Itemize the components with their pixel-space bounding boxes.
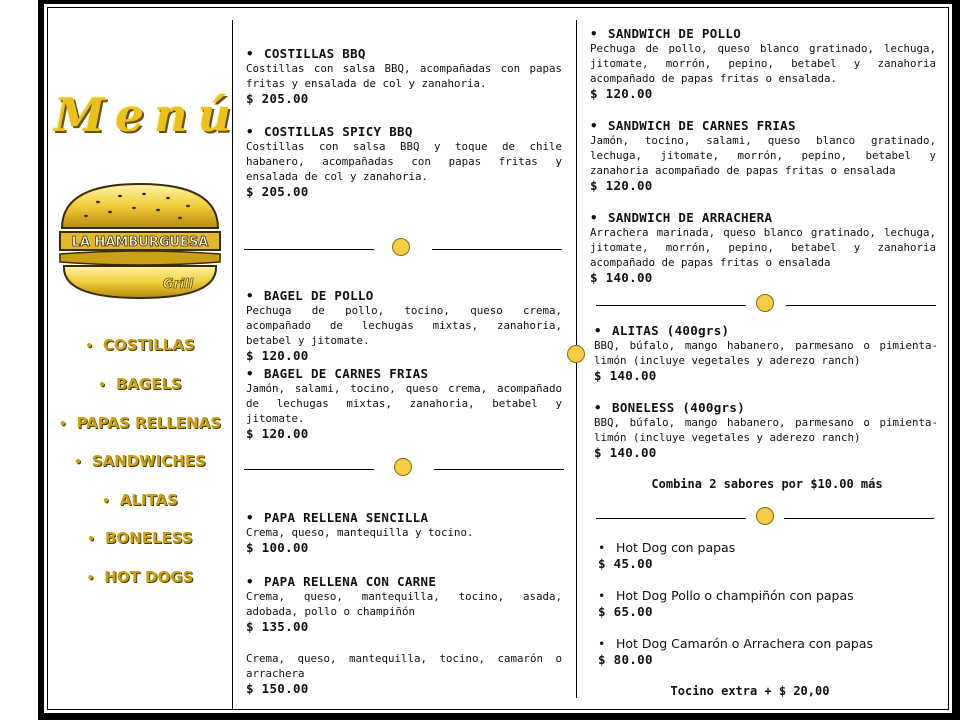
item-price: $ 150.00	[246, 681, 309, 696]
item-description: Jamón, salami, tocino, queso crema, acompañado de lechugas mixtas, zanahoria, betabel y jitomate.	[246, 382, 562, 425]
item-name: PAPA RELLENA SENCILLA	[264, 510, 429, 525]
item-name: COSTILLAS SPICY BBQ	[264, 124, 413, 139]
item-price: $ 80.00	[598, 652, 653, 667]
coin-icon	[392, 238, 410, 256]
item-price: $ 100.00	[246, 540, 309, 555]
item-price: $ 205.00	[246, 91, 309, 106]
nav-item-boneless[interactable]: • BONELESS	[87, 529, 193, 547]
item-name: ALITAS (400grs)	[612, 323, 730, 338]
menu-item-papa-camaron	[246, 651, 562, 696]
menu-title: Menú	[54, 88, 242, 142]
item-name: BAGEL DE CARNES FRIAS	[264, 366, 429, 381]
item-description: BBQ, búfalo, mango habanero, parmesano o pimienta-limón (incluye vegetales y aderezo ranch)	[594, 339, 938, 367]
item-price: $ 135.00	[246, 619, 309, 634]
item-description: Arrachera marinada, queso blanco gratinado, lechuga, jitomate, morrón, pepino, betabel y zanahoria acompañado de papas fritas o ensalada	[590, 226, 936, 269]
item-name: BONELESS (400grs)	[612, 400, 746, 415]
menu-item-papa-carne: • PAPA RELLENA CON CARNE Crema, queso, mantequilla, tocino, asada, adobada, pollo o champiñón $ 135.00	[246, 574, 562, 634]
menu-item-bagel-pollo: • BAGEL DE POLLO Pechuga de pollo, tocino, queso crema, acompañado de lechugas mixtas, zanahoria, betabel y jitomate. $ 120.00	[246, 288, 562, 363]
item-price: $ 120.00	[590, 86, 653, 101]
item-price: $ 140.00	[594, 445, 657, 460]
item-description: Costillas con salsa BBQ, acompañadas con papas fritas y ensalada de col y zanahoria.	[246, 62, 562, 90]
section-separator	[244, 238, 562, 262]
item-name: Hot Dog Camarón o Arrachera con papas	[616, 636, 874, 651]
section-separator	[596, 507, 936, 531]
item-name: COSTILLAS BBQ	[264, 46, 366, 61]
menu-item-sandwich-arrachera: • SANDWICH DE ARRACHERA Arrachera marinada, queso blanco gratinado, lechuga, jitomate, morrón, pepino, betabel y zanahoria acompañado de papas fritas o ensalada $ 140.00	[590, 210, 936, 285]
item-description: Pechuga de pollo, tocino, queso crema, acompañado de lechugas mixtas, zanahoria, betabel y jitomate.	[246, 304, 562, 347]
item-description: Pechuga de pollo, queso blanco gratinado, lechuga, jitomate, morrón, pepino, betabel y zanahoria acompañado de papas fritas o ensalada.	[590, 42, 936, 85]
menu-item-sandwich-carnes: • SANDWICH DE CARNES FRIAS Jamón, tocino, salami, queso blanco gratinado, lechuga, jitomate, morrón, pepino, betabel y zanahoria acompañado de papas fritas o ensalada $ 120.00	[590, 118, 936, 193]
menu-item-hotdog-pollo: • Hot Dog Pollo o champiñón con papas $ 65.00	[598, 588, 938, 619]
item-name: SANDWICH DE ARRACHERA	[608, 210, 773, 225]
item-name: SANDWICH DE CARNES FRIAS	[608, 118, 796, 133]
item-description: Costillas con salsa BBQ y toque de chile habanero, acompañadas con papas fritas y ensalada de col y zanahoria.	[246, 140, 562, 183]
item-price: $ 205.00	[246, 184, 309, 199]
nav-item-bagels[interactable]: • BAGELS	[98, 375, 182, 393]
menu-item-costillas-spicy: • COSTILLAS SPICY BBQ Costillas con salsa BBQ y toque de chile habanero, acompañadas con papas fritas y ensalada de col y zanahoria. $ 205.00	[246, 124, 562, 199]
coin-icon	[567, 345, 585, 363]
item-price: $ 120.00	[246, 348, 309, 363]
hamburger-logo	[58, 182, 222, 300]
menu-item-boneless: • BONELESS (400grs) BBQ, búfalo, mango habanero, parmesano o pimienta-limón (incluye vegetales y aderezo ranch) $ 140.00	[594, 400, 938, 460]
item-description: Crema, queso, mantequilla, tocino, asada, adobada, pollo o champiñón	[246, 590, 562, 618]
nav-item-sandwiches[interactable]: • SANDWICHES	[74, 452, 206, 470]
menu-item-hotdog-camaron: • Hot Dog Camarón o Arrachera con papas $ 80.00	[598, 636, 938, 667]
logo-name: LA HAMBURGUESA	[71, 235, 209, 250]
menu-item-bagel-carnes: • BAGEL DE CARNES FRIAS Jamón, salami, tocino, queso crema, acompañado de lechugas mixtas, zanahoria, betabel y jitomate. $ 120.00	[246, 366, 562, 441]
logo-sub: Grill	[162, 277, 194, 292]
item-name: PAPA RELLENA CON CARNE	[264, 574, 437, 589]
item-description: Crema, queso, mantequilla y tocino.	[246, 526, 474, 539]
item-price: $ 120.00	[590, 178, 653, 193]
item-description: Jamón, tocino, salami, queso blanco gratinado, lechuga, jitomate, morrón, pepino, betabel y zanahoria acompañado de papas fritas o ensalada	[590, 134, 936, 177]
combo-note: Combina 2 sabores por $10.00 más	[651, 477, 883, 491]
menu-item-papa-sencilla: • PAPA RELLENA SENCILLA Crema, queso, mantequilla y tocino. $ 100.00	[246, 510, 562, 555]
item-price: $ 140.00	[590, 270, 653, 285]
menu-item-sandwich-pollo: • SANDWICH DE POLLO Pechuga de pollo, queso blanco gratinado, lechuga, jitomate, morrón, pepino, betabel y zanahoria acompañado de papas fritas o ensalada. $ 120.00	[590, 26, 936, 101]
item-name: BAGEL DE POLLO	[264, 288, 374, 303]
item-price: $ 120.00	[246, 426, 309, 441]
item-description: Crema, queso, mantequilla, tocino, camarón o arrachera	[246, 652, 562, 680]
menu-item-alitas: • ALITAS (400grs) BBQ, búfalo, mango habanero, parmesano o pimienta-limón (incluye vegetales y aderezo ranch) $ 140.00	[594, 323, 938, 383]
menu-item-hotdog: • Hot Dog con papas $ 45.00	[598, 540, 938, 571]
coin-icon	[394, 458, 412, 476]
nav-item-papas-rellenas[interactable]: • PAPAS RELLENAS	[58, 414, 222, 432]
item-price: $ 65.00	[598, 604, 653, 619]
nav-item-costillas[interactable]: • COSTILLAS	[85, 336, 195, 354]
nav-item-alitas[interactable]: • ALITAS	[102, 491, 178, 509]
menu-item-costillas-bbq: • COSTILLAS BBQ Costillas con salsa BBQ, acompañadas con papas fritas y ensalada de col y zanahoria. $ 205.00	[246, 46, 562, 106]
item-name: Hot Dog Pollo o champiñón con papas	[616, 588, 854, 603]
item-description: BBQ, búfalo, mango habanero, parmesano o pimienta-limón (incluye vegetales y aderezo ranch)	[594, 416, 938, 444]
item-name: SANDWICH DE POLLO	[608, 26, 742, 41]
item-price: $ 140.00	[594, 368, 657, 383]
item-name: Hot Dog con papas	[616, 540, 736, 555]
nav-item-hot-dogs[interactable]: • HOT DOGS	[86, 568, 194, 586]
extra-note: Tocino extra + $ 20,00	[670, 684, 830, 698]
section-separator	[596, 294, 936, 318]
coin-icon	[756, 507, 774, 525]
section-separator	[244, 458, 564, 482]
item-price: $ 45.00	[598, 556, 653, 571]
coin-icon	[756, 294, 774, 312]
